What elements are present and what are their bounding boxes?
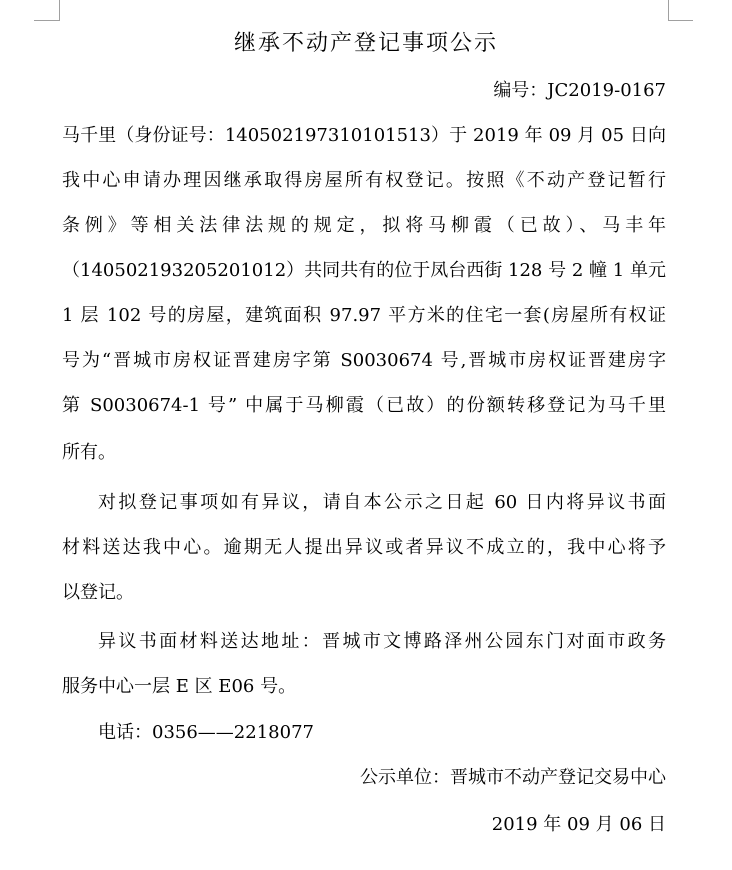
paragraph1-line: 马千里（身份证号：140502197310101513）于 2019 年 09 月 05 日向 — [62, 125, 666, 146]
publisher: 公示单位：晋城市不动产登记交易中心 — [360, 767, 666, 788]
paragraph1-line: 条例》等相关法律法规的规定，拟将马柳霞（已故）、马丰年 — [62, 215, 666, 236]
crop-mark-top-left — [34, 0, 60, 21]
paragraph1-line: （140502193205201012）共同共有的位于凤台西街 128 号 2 幢 1 单元 — [62, 260, 666, 281]
paragraph1-line: 1 层 102 号的房屋，建筑面积 97.97 平方米的住宅一套(房屋所有权证 — [62, 305, 666, 326]
document-title: 继承不动产登记事项公示 — [233, 31, 498, 56]
paragraph3-line: 服务中心一层 E 区 E06 号。 — [62, 676, 297, 697]
serial-number: 编号：JC2019-0167 — [493, 80, 666, 101]
paragraph2-line: 对拟登记事项如有异议，请自本公示之日起 60 日内将异议书面 — [98, 492, 666, 513]
crop-mark-top-right — [668, 0, 693, 21]
paragraph1-line: 第 S0030674-1 号” 中属于马柳霞（已故）的份额转移登记为马千里 — [62, 395, 666, 416]
paragraph1-line: 所有。 — [62, 442, 116, 463]
publication-date: 2019 年 09 月 06 日 — [491, 814, 666, 835]
paragraph2-line: 材料送达我中心。逾期无人提出异议或者异议不成立的，我中心将予 — [62, 537, 666, 558]
paragraph1-line: 号为“晋城市房权证晋建房字第 S0030674 号,晋城市房权证晋建房字 — [62, 350, 666, 371]
paragraph2-line: 以登记。 — [62, 582, 134, 603]
paragraph1-line: 我中心申请办理因继承取得房屋所有权登记。按照《不动产登记暂行 — [62, 170, 666, 191]
phone-number: 电话：0356——2218077 — [98, 722, 314, 743]
paragraph3-line: 异议书面材料送达地址：晋城市文博路泽州公园东门对面市政务 — [98, 631, 666, 652]
